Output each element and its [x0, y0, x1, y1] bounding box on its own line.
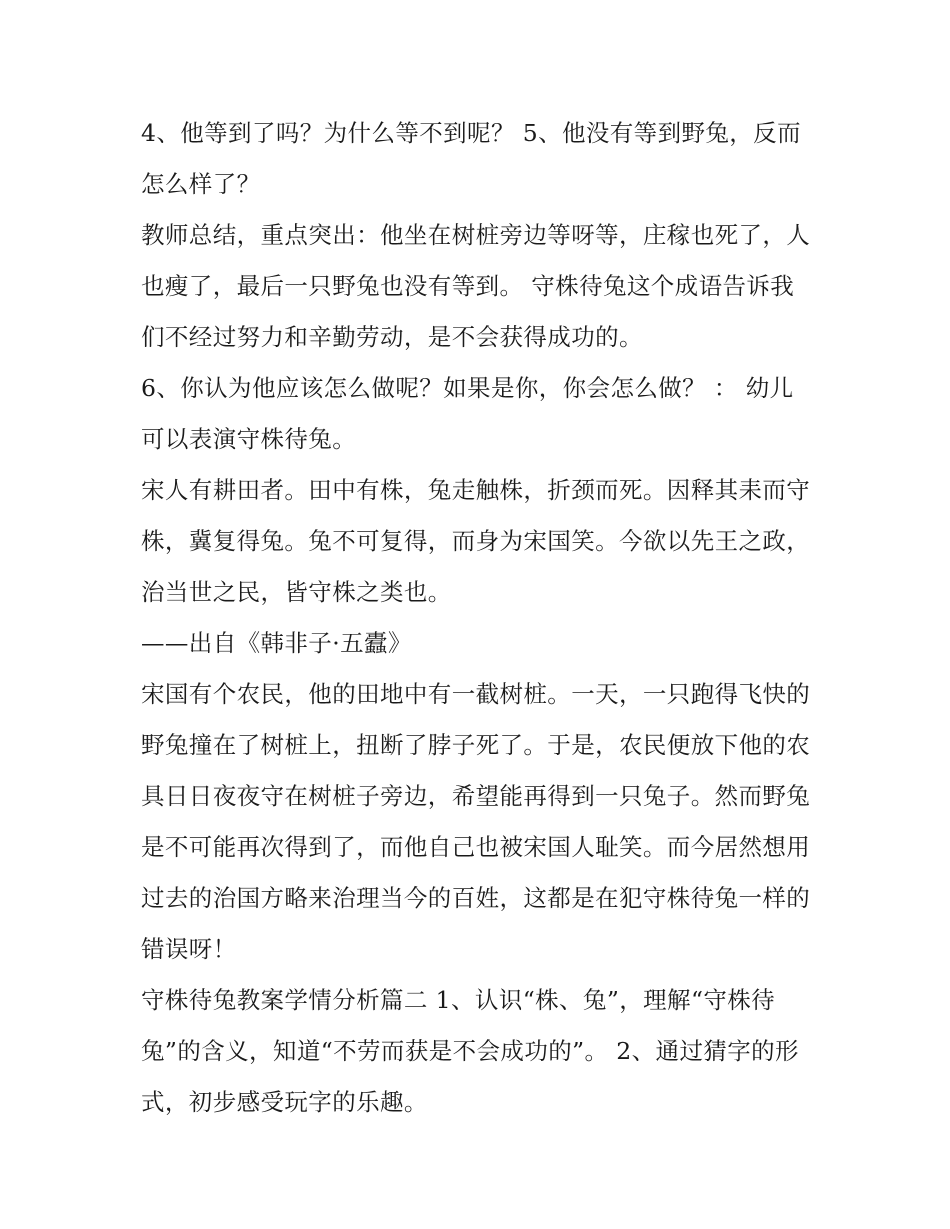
paragraph-source-citation: ——出自《韩非子·五蠹》: [141, 629, 412, 657]
paragraph-modern-translation: 宋国有个农民，他的田地中有一截树桩。一天，一只跑得飞快的野兔撞在了树桩上，扭断了脖子死了。于是，农民便放下他的农具日日夜夜守在树桩子旁边，希望能再得到一只兔子。然而野兔是不可能再次得到了，而他自己也被宋国人耻笑。而今居然想用过去的治国方略来治理当今的百姓，这都是在犯守株待兔一样的错误呀！: [141, 680, 811, 963]
paragraph-questions-4-5: 4、他等到了吗？为什么等不到呢？ 5、他没有等到野兔，反而怎么样了？: [141, 119, 801, 198]
paragraph-lesson-plan-part-two: 守株待兔教案学情分析篇二 1、认识“株、兔”，理解“守株待兔”的含义，知道“不劳而获是不会成功的”。 2、通过猜字的形式，初步感受玩字的乐趣。: [141, 986, 799, 1116]
paragraph-teacher-summary: 教师总结，重点突出：他坐在树桩旁边等呀等，庄稼也死了，人也瘦了，最后一只野兔也没有等到。 守株待兔这个成语告诉我们不经过努力和辛勤劳动，是不会获得成功的。: [141, 221, 811, 351]
paragraph-question-6: 6、你认为他应该怎么做呢？如果是你，你会怎么做？ ： 幼儿可以表演守株待兔。: [141, 374, 794, 453]
paragraph-classical-text: 宋人有耕田者。田中有株，兔走触株，折颈而死。因释其耒而守株，冀复得兔。兔不可复得，而身为宋国笑。今欲以先王之政，治当世之民，皆守株之类也。: [141, 476, 811, 606]
document-body: [141, 108, 813, 1128]
